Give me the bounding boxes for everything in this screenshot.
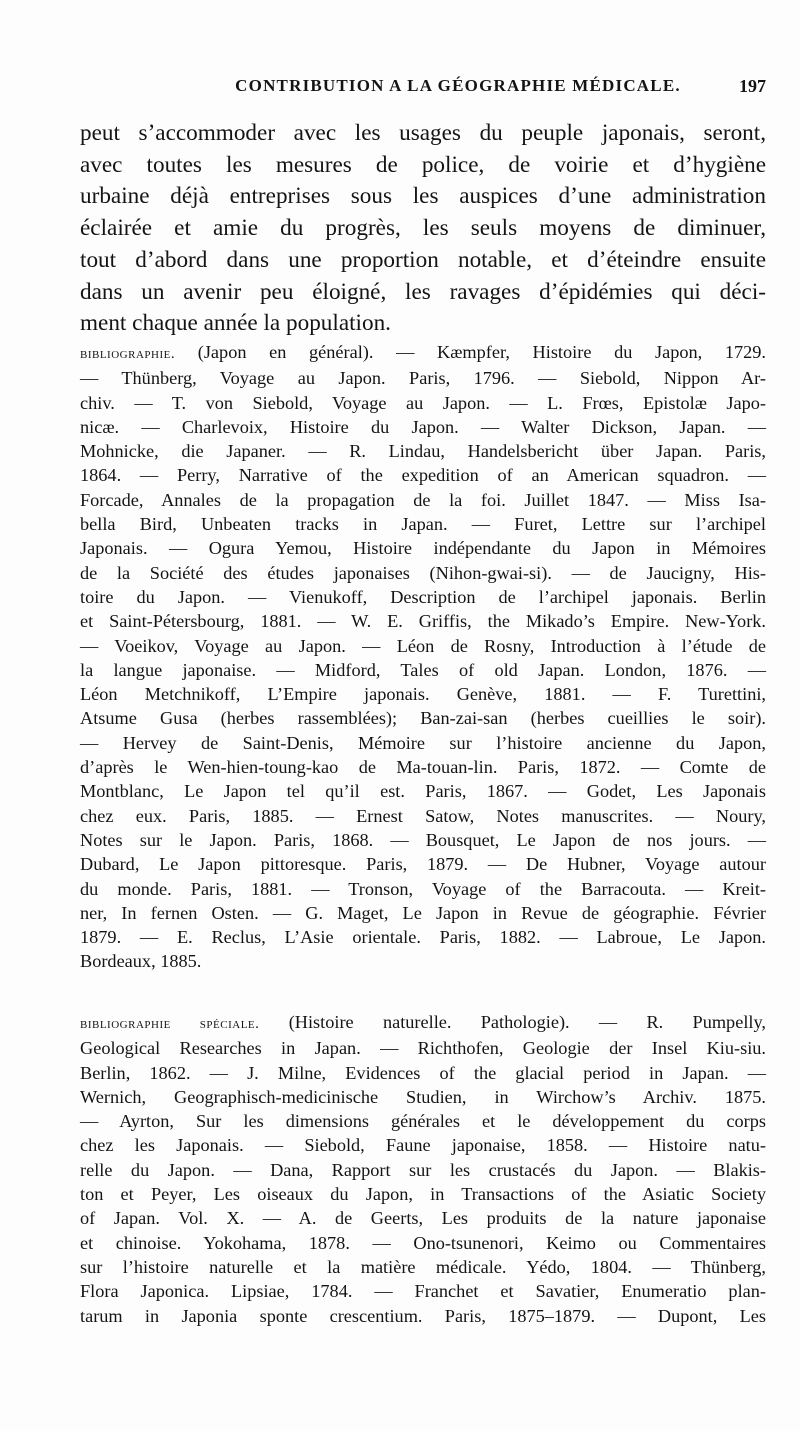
biblio-line: Japonais. — Ogura Yemou, Histoire indépendante du Japon in Mémoires [80,538,766,559]
biblio-line: of Japan. Vol. X. — A. de Geerts, Les produits de la nature japonaise [80,1208,766,1229]
body-line: éclairée et amie du progrès, les seuls moyens de diminuer, [80,215,766,242]
biblio-line: Wernich, Geographisch-medicinische Studien, in Wirchow’s Archiv. 1875. [80,1086,766,1107]
biblio-line: Mohnicke, die Japaner. — R. Lindau, Handelsbericht über Japan. Paris, [80,441,766,462]
biblio-line: et chinoise. Yokohama, 1878. — Ono-tsunenori, Keimo ou Commentaires [80,1232,766,1253]
bibliography-special [80,1010,766,1328]
body-line: avec toutes les mesures de police, de voirie et d’hygiène [80,151,766,178]
biblio-line: de la Société des études japonaises (Nihon-gwai-si). — de Jaucigny, His- [80,562,766,583]
body-paragraph [80,118,766,340]
biblio-line: Forcade, Annales de la propagation de la foi. Juillet 1847. — Miss Isa- [80,489,766,510]
body-line: urbaine déjà entreprises sous les auspices d’une administration [80,183,766,210]
running-title: CONTRIBUTION A LA GÉOGRAPHIE MÉDICALE. [235,76,681,95]
biblio-line: — Thünberg, Voyage au Japon. Paris, 1796. — Siebold, Nippon Ar- [80,368,766,389]
body-line: ment chaque année la population. [80,310,391,337]
biblio-line: Atsume Gusa (herbes rassemblées); Ban-zai-san (herbes cueillies le soir). [80,708,766,729]
biblio-line: tarum in Japonia sponte crescentium. Paris, 1875–1879. — Dupont, Les [80,1305,766,1326]
biblio-line: Dubard, Le Japon pittoresque. Paris, 1879. — De Hubner, Voyage autour [80,854,766,875]
biblio-text: (Japon en général). — Kæmpfer, Histoire du Japon, 1729. [197,342,766,362]
bibliography-label: bibliographie spéciale. [80,1016,260,1032]
page-number: 197 [739,76,766,96]
biblio-line: 1864. — Perry, Narrative of the expedition of an American squadron. — [80,465,766,486]
biblio-line [80,1010,766,1036]
biblio-line: bella Bird, Unbeaten tracks in Japan. — Furet, Lettre sur l’archipel [80,514,766,535]
biblio-line: et Saint-Pétersbourg, 1881. — W. E. Griffis, the Mikado’s Empire. New-York. [80,611,766,632]
biblio-line: chez eux. Paris, 1885. — Ernest Satow, Notes manuscrites. — Noury, [80,805,766,826]
bibliography-general [80,340,766,974]
biblio-line: 1879. — E. Reclus, L’Asie orientale. Paris, 1882. — Labroue, Le Japon. [80,927,766,948]
body-line: dans un avenir peu éloigné, les ravages d’épidémies qui déci- [80,278,766,305]
body-line: tout d’abord dans une proportion notable, et d’éteindre ensuite [80,246,766,273]
page-header [80,76,766,100]
biblio-line: Bordeaux, 1885. [80,951,202,972]
biblio-line: toire du Japon. — Vienukoff, Description de l’archipel japonais. Berlin [80,586,766,607]
biblio-line: d’après le Wen-hien-toung-kao de Ma-touan-lin. Paris, 1872. — Comte de [80,757,766,778]
biblio-line: ner, In fernen Osten. — G. Maget, Le Japon in Revue de géographie. Février [80,902,766,923]
biblio-line: Léon Metchnikoff, L’Empire japonais. Genève, 1881. — F. Turettini, [80,684,766,705]
biblio-line: Flora Japonica. Lipsiae, 1784. — Franchet et Savatier, Enumeratio plan- [80,1281,766,1302]
biblio-line: relle du Japon. — Dana, Rapport sur les crustacés du Japon. — Blakis- [80,1159,766,1180]
biblio-line: Geological Researches in Japan. — Richthofen, Geologie der Insel Kiu-siu. [80,1038,766,1059]
biblio-text: (Histoire naturelle. Pathologie). — R. Pumpelly, [288,1012,766,1032]
bibliography-label: bibliographie. [80,346,176,362]
biblio-line: ton et Peyer, Les oiseaux du Japon, in Transactions of the Asiatic Society [80,1184,766,1205]
biblio-line: chez les Japonais. — Siebold, Faune japonaise, 1858. — Histoire natu- [80,1135,766,1156]
body-line: peut s’accommoder avec les usages du peuple japonais, seront, [80,120,766,146]
biblio-line: la langue japonaise. — Midford, Tales of old Japan. London, 1876. — [80,659,766,680]
biblio-line [80,340,766,366]
biblio-line: — Hervey de Saint-Denis, Mémoire sur l’histoire ancienne du Japon, [80,732,766,753]
biblio-line: — Voeikov, Voyage au Japon. — Léon de Rosny, Introduction à l’étude de [80,635,766,656]
biblio-line: Notes sur le Japon. Paris, 1868. — Bousquet, Le Japon de nos jours. — [80,829,766,850]
biblio-line: du monde. Paris, 1881. — Tronson, Voyage of the Barracouta. — Kreit- [80,878,766,899]
biblio-line: — Ayrton, Sur les dimensions générales et le développement du corps [80,1111,766,1132]
biblio-line: Berlin, 1862. — J. Milne, Evidences of the glacial period in Japan. — [80,1062,766,1083]
biblio-line: chiv. — T. von Siebold, Voyage au Japon. — L. Frœs, Epistolæ Japo- [80,392,766,413]
biblio-line: Montblanc, Le Japon tel qu’il est. Paris, 1867. — Godet, Les Japonais [80,781,766,802]
biblio-line: nicæ. — Charlevoix, Histoire du Japon. — Walter Dickson, Japan. — [80,416,766,437]
biblio-line: sur l’histoire naturelle et la matière médicale. Yédo, 1804. — Thünberg, [80,1256,766,1277]
